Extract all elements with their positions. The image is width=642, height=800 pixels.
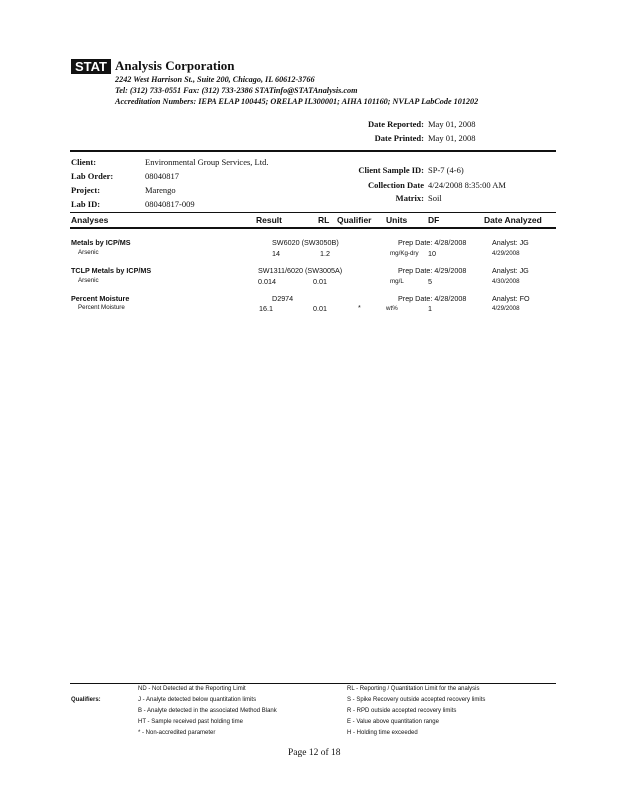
info-divider [70, 212, 556, 213]
analyte-date: 4/30/2008 [492, 278, 520, 285]
analyte-units: mg/Kg-dry [390, 250, 419, 257]
company-logo: STAT [71, 59, 111, 74]
col-date-analyzed: Date Analyzed [484, 215, 542, 225]
group-prep-date: Prep Date: 4/28/2008 [398, 294, 467, 303]
analyte-name: Arsenic [78, 277, 99, 284]
table-header-divider [70, 227, 556, 229]
col-rl: RL [318, 215, 330, 225]
collection-date-label: Collection Date [368, 180, 424, 190]
col-units: Units [386, 215, 408, 225]
group-method: SW1311/6020 (SW3005A) [258, 266, 343, 275]
analyte-units: wt% [386, 305, 398, 312]
group-prep-date: Prep Date: 4/28/2008 [398, 238, 467, 247]
analyte-df: 5 [428, 277, 432, 286]
group-name: Metals by ICP/MS [71, 238, 131, 247]
analyte-qualifier: * [358, 303, 361, 312]
col-qualifier: Qualifier [337, 215, 372, 225]
date-printed-label: Date Printed: [374, 133, 424, 143]
client-sample-id-value: SP-7 (4-6) [428, 165, 464, 175]
analyte-name: Arsenic [78, 249, 99, 256]
col-df: DF [428, 215, 440, 225]
group-analyst: Analyst: JG [492, 266, 529, 275]
client-sample-id-label: Client Sample ID: [358, 165, 424, 175]
qualifier-note: RL - Reporting / Quantitation Limit for the analysis [347, 686, 480, 692]
qualifier-note: S - Spike Recovery outside accepted recovery limits [347, 697, 486, 703]
qualifier-note: B - Analyte detected in the associated Method Blank [138, 708, 277, 714]
date-printed-value: May 01, 2008 [428, 133, 476, 143]
lab-id-label: Lab ID: [71, 199, 101, 209]
group-method: SW6020 (SW3050B) [272, 238, 339, 247]
qualifier-note: H - Holding time exceeded [347, 730, 418, 736]
qualifier-note: HT - Sample received past holding time [138, 719, 243, 725]
analyte-rl: 1.2 [320, 249, 330, 258]
project-value: Marengo [145, 185, 176, 195]
company-name: Analysis Corporation [115, 58, 235, 73]
lab-order-value: 08040817 [145, 171, 179, 181]
analyte-df: 10 [428, 249, 436, 258]
accreditation-numbers: Accreditation Numbers: IEPA ELAP 100445; ORELAP IL300001; AIHA 101160; NVLAP LabCode 101202 [115, 97, 479, 106]
qualifiers-label: Qualifiers: [71, 697, 101, 703]
analyte-result: 16.1 [259, 304, 273, 313]
analyte-result: 0.014 [258, 277, 276, 286]
analyte-df: 1 [428, 304, 432, 313]
analyte-date: 4/29/2008 [492, 250, 520, 257]
analyte-rl: 0.01 [313, 304, 327, 313]
collection-date-value: 4/24/2008 8:35:00 AM [428, 180, 506, 190]
project-label: Project: [71, 185, 101, 195]
date-reported-value: May 01, 2008 [428, 119, 476, 129]
group-name: TCLP Metals by ICP/MS [71, 266, 152, 275]
group-analyst: Analyst: JG [492, 238, 529, 247]
qualifier-note: R - RPD outside accepted recovery limits [347, 708, 457, 714]
qualifier-note: E - Value above quantitation range [347, 719, 439, 725]
col-result: Result [256, 215, 282, 225]
qualifier-note: * - Non-accredited parameter [138, 730, 216, 736]
qualifier-note: ND - Not Detected at the Reporting Limit [138, 686, 246, 692]
company-contact: Tel: (312) 733-0551 Fax: (312) 733-2386 STATinfo@STATAnalysis.com [115, 86, 358, 95]
analyte-rl: 0.01 [313, 277, 327, 286]
page-number: Page 12 of 18 [288, 748, 341, 758]
header-divider [70, 150, 556, 152]
analyte-date: 4/29/2008 [492, 305, 520, 312]
lab-order-label: Lab Order: [71, 171, 114, 181]
matrix-label: Matrix: [395, 193, 424, 203]
qualifiers-divider [70, 683, 556, 684]
analyte-result: 14 [272, 249, 280, 258]
qualifier-note: J - Analyte detected below quantitation limits [138, 697, 257, 703]
group-method: D2974 [272, 294, 294, 303]
col-analyses: Analyses [71, 215, 109, 225]
lab-id-value: 08040817-009 [145, 199, 195, 209]
client-value: Environmental Group Services, Ltd. [145, 157, 269, 167]
analyte-units: mg/L [390, 278, 404, 285]
analyte-name: Percent Moisture [78, 304, 125, 311]
matrix-value: Soil [428, 193, 442, 203]
group-analyst: Analyst: FO [492, 294, 530, 303]
group-prep-date: Prep Date: 4/29/2008 [398, 266, 467, 275]
date-reported-label: Date Reported: [368, 119, 424, 129]
group-name: Percent Moisture [71, 294, 130, 303]
client-label: Client: [71, 157, 97, 167]
company-address: 2242 West Harrison St., Suite 200, Chicago, IL 60612-3766 [115, 75, 315, 84]
